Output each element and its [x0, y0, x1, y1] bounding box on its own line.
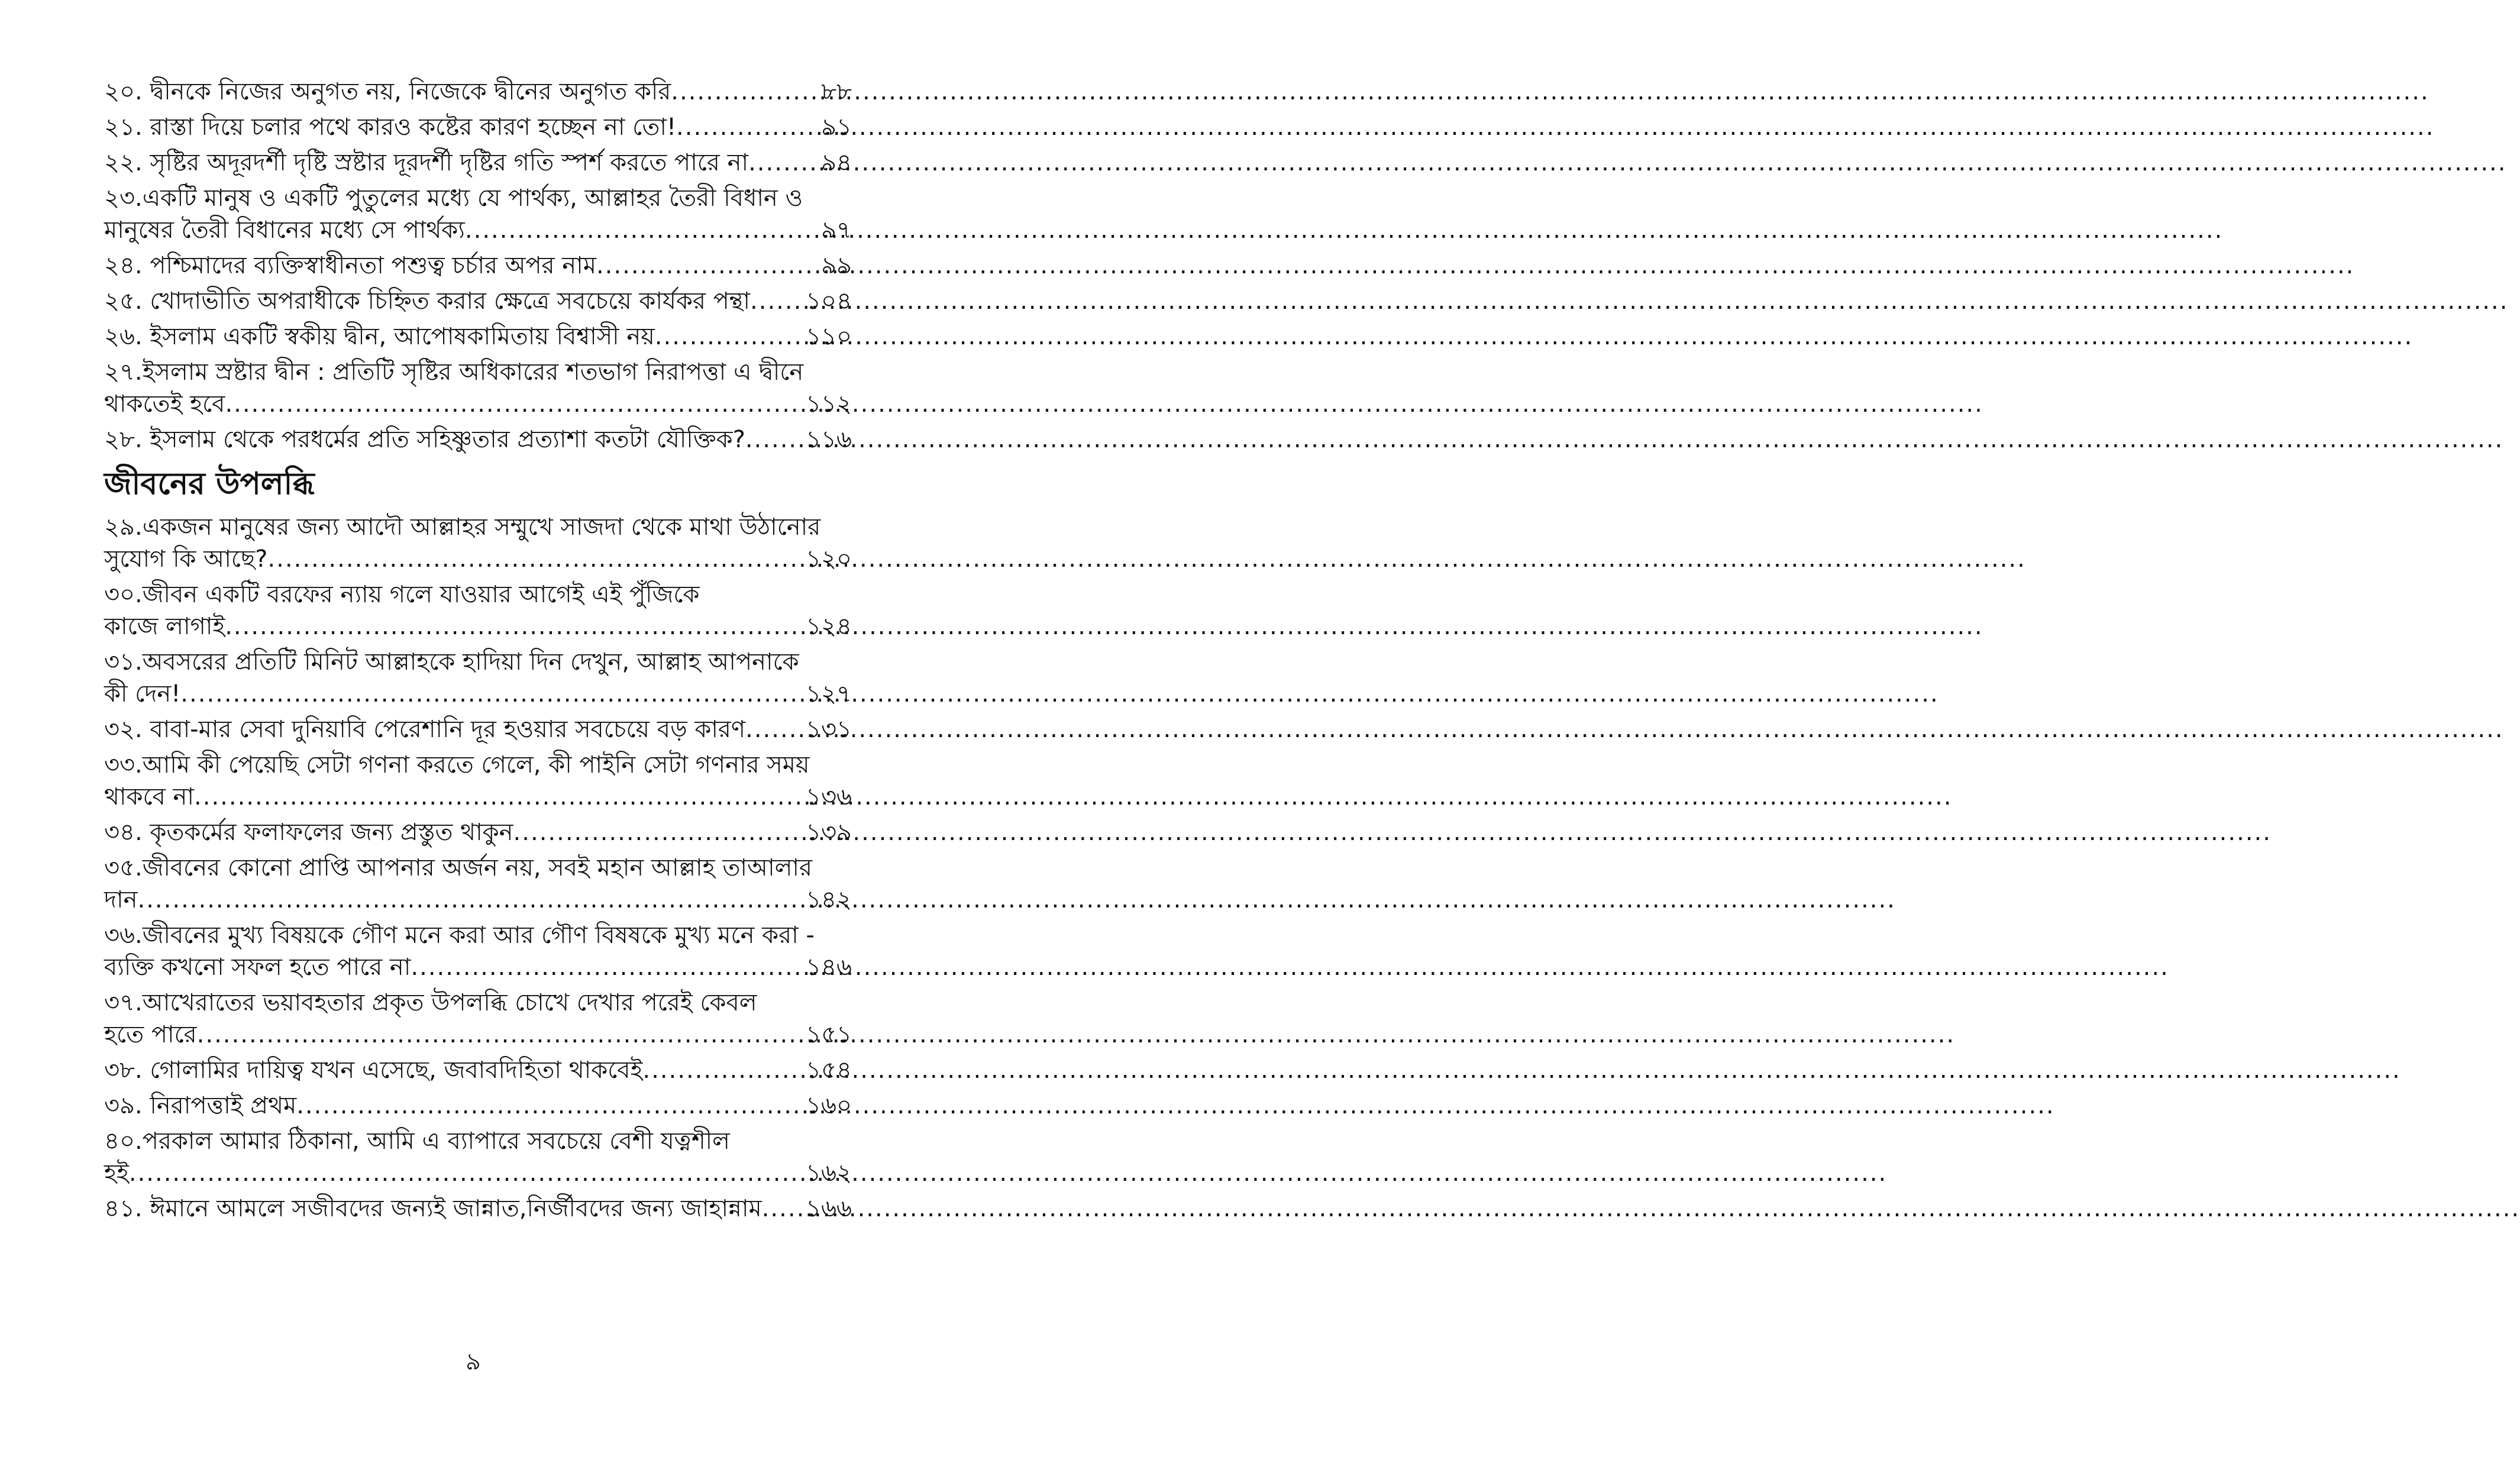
dot-leader	[745, 713, 805, 745]
toc-entry-title: পশ্চিমাদের ব্যক্তিস্বাধীনতা পশুত্ব চর্চার অপর নাম	[150, 252, 596, 279]
toc-entry	[104, 852, 852, 916]
toc-entry-title: সৃষ্টির অদূরদর্শী দৃষ্টি স্রষ্টার দূরদর্শী দৃষ্টির গতি স্পর্শ করতে পারে না	[150, 149, 749, 176]
toc-entry	[104, 713, 852, 745]
toc-entry-text	[104, 1090, 296, 1122]
toc-entry-page: ১৪৬	[806, 954, 852, 981]
toc-entry-text	[104, 76, 671, 108]
toc-entry-line	[104, 285, 852, 317]
toc-entry-number: ২০.	[104, 78, 143, 105]
toc-entry-title: একটি মানুষ ও একটি পুতুলের মধ্যে যে পার্থক্য, আল্লাহর তৈরী বিধান ও	[142, 185, 803, 212]
toc-entry-title-continued: হই	[104, 1160, 129, 1187]
toc-entry-first-line	[104, 749, 852, 781]
toc-entry-page: ৯৪	[821, 149, 852, 176]
dot-leader	[596, 250, 820, 282]
toc-entry-line	[104, 1054, 852, 1086]
dot-leader	[225, 388, 805, 420]
toc-entry-number: ২৪.	[104, 252, 143, 279]
toc-entry-page: ৮৮	[821, 78, 852, 105]
toc-entry-second-line	[104, 1019, 852, 1051]
toc-entry-page: ১৩১	[806, 716, 852, 743]
toc-entry-text	[104, 424, 745, 456]
toc-entry-title: জীবনের মুখ্য বিষয়কে গৌণ মনে করা আর গৌণ বিষষকে মুখ্য মনে করা -	[142, 922, 815, 949]
toc-entry-number: ৩৭.	[104, 989, 143, 1016]
toc-entry-number: ৪০.	[104, 1128, 143, 1155]
toc-entry-line	[104, 424, 852, 456]
toc-entry-text	[104, 250, 596, 282]
toc-entry-title: আখেরাতের ভয়াবহতার প্রকৃত উপলব্ধি চোখে দেখার পরেই কেবল	[142, 989, 757, 1016]
table-of-contents	[104, 76, 852, 1228]
toc-entry-line	[104, 111, 852, 143]
toc-entry-title-continued: কাজে লাগাই	[104, 613, 225, 640]
toc-entry-first-line	[104, 579, 852, 611]
toc-entry-page: ১৫৪	[806, 1057, 852, 1084]
toc-list-part2	[104, 511, 852, 1225]
toc-entry-title: কৃতকর্মের ফলাফলের জন্য প্রস্তুত থাকুন	[150, 819, 513, 846]
dot-leader	[642, 1054, 805, 1086]
toc-entry-page: ৯৭	[821, 217, 852, 244]
toc-entry-text	[104, 321, 655, 353]
toc-entry-first-line	[104, 356, 852, 388]
toc-entry-text	[104, 147, 748, 179]
toc-entry-title: অবসরের প্রতিটি মিনিট আল্লাহকে হাদিয়া দিন দেখুন, আল্লাহ আপনাকে	[142, 648, 799, 676]
toc-entry-title: রাস্তা দিয়ে চলার পথে কারও কষ্টের কারণ হচ্ছেন না তো!	[150, 114, 677, 141]
toc-entry-second-line	[104, 781, 852, 813]
toc-entry-page: ১৬২	[806, 1160, 852, 1187]
toc-entry	[104, 511, 852, 575]
toc-entry	[104, 111, 852, 143]
toc-entry-text	[104, 713, 745, 745]
toc-entry-title: পরকাল আমার ঠিকানা, আমি এ ব্যাপারে সবচেয়ে বেশী যত্নশীল	[142, 1128, 730, 1155]
toc-entry-line	[104, 1193, 852, 1225]
toc-entry-number: ২৯.	[104, 513, 143, 541]
toc-entry-title: ঈমানে আমলে সজীবদের জন্যই জান্নাত,নির্জীবদের জন্য জাহান্নাম	[150, 1195, 762, 1222]
toc-entry-line	[104, 713, 852, 745]
toc-entry-title-continued: মানুষের তৈরী বিধানের মধ্যে সে পার্থক্য	[104, 217, 465, 244]
toc-entry-title: জীবনের কোনো প্রাপ্তি আপনার অর্জন নয়, সবই মহান আল্লাহ তাআলার	[142, 854, 813, 881]
toc-entry-title-continued: থাকবে না	[104, 783, 195, 810]
toc-entry-text	[104, 1054, 642, 1086]
toc-entry-title-continued: দান	[104, 886, 138, 913]
toc-entry-title: নিরাপত্তাই প্রথম	[150, 1092, 297, 1119]
toc-entry	[104, 579, 852, 642]
toc-entry-number: ২১.	[104, 114, 143, 141]
toc-entry-title: ইসলাম থেকে পরধর্মের প্রতি সহিষ্ণুতার প্রত্যাশা কতটা যৌক্তিক?	[150, 426, 745, 453]
toc-entry	[104, 749, 852, 813]
toc-entry-line	[104, 1090, 852, 1122]
toc-entry-second-line	[104, 611, 852, 642]
toc-entry	[104, 147, 852, 179]
toc-entry	[104, 250, 852, 282]
toc-entry-title: গোলামির দায়িত্ব যখন এসেছে, জবাবদিহিতা থাকবেই	[150, 1057, 643, 1084]
toc-entry-page: ১১০	[806, 323, 852, 350]
toc-entry-title-continued: সুযোগ কি আছে?	[104, 545, 268, 573]
toc-entry-number: ২২.	[104, 149, 143, 176]
toc-entry-number: ২৮.	[104, 426, 143, 453]
toc-entry-number: ৩৮.	[104, 1057, 143, 1084]
toc-entry-page: ১০৪	[806, 288, 852, 315]
dot-leader	[267, 543, 805, 575]
toc-entry-number: ২৩.	[104, 185, 143, 212]
toc-entry-number: ২৫.	[104, 288, 143, 315]
dot-leader	[748, 147, 820, 179]
toc-entry-first-line	[104, 511, 852, 543]
toc-entry-first-line	[104, 1125, 852, 1157]
toc-entry-second-line	[104, 543, 852, 575]
dot-leader	[225, 611, 805, 642]
toc-entry-page: ১১২	[806, 390, 852, 418]
toc-entry-page: ৯৯	[821, 252, 852, 279]
dot-leader	[745, 424, 805, 456]
toc-entry	[104, 1054, 852, 1086]
dot-leader	[180, 678, 805, 710]
toc-entry-page: ৯১	[821, 114, 852, 141]
toc-entry	[104, 1090, 852, 1122]
toc-entry-number: ৩০.	[104, 581, 143, 608]
toc-entry-page: ১৩৯	[806, 819, 852, 846]
toc-entry-page: ১২০	[806, 545, 852, 573]
toc-entry-number: ৪১.	[104, 1195, 143, 1222]
dot-leader	[655, 321, 805, 353]
toc-entry	[104, 424, 852, 456]
page-number: ৯	[466, 1348, 481, 1375]
toc-entry-second-line	[104, 884, 852, 916]
toc-entry	[104, 987, 852, 1051]
toc-entry-title: দ্বীনকে নিজের অনুগত নয়, নিজেকে দ্বীনের অনুগত করি	[150, 78, 671, 105]
toc-entry-line	[104, 250, 852, 282]
toc-entry-number: ২৭.	[104, 359, 143, 386]
toc-entry-page: ১৪২	[806, 886, 852, 913]
toc-entry-line	[104, 816, 852, 848]
toc-entry	[104, 919, 852, 983]
dot-leader	[129, 1157, 805, 1189]
toc-entry-title: একজন মানুষের জন্য আদৌ আল্লাহর সম্মুখে সাজদা থেকে মাথা উঠানোর	[142, 513, 821, 541]
toc-entry-second-line	[104, 951, 852, 983]
toc-entry-page: ১৫১	[806, 1021, 852, 1048]
dot-leader	[411, 951, 805, 983]
toc-entry-title: জীবন একটি বরফের ন্যায় গলে যাওয়ার আগেই এই পুঁজিকে	[142, 581, 700, 608]
toc-entry-title: ইসলাম স্রষ্টার দ্বীন : প্রতিটি সৃষ্টির অধিকারের শতভাগ নিরাপত্তা এ দ্বীনে	[142, 359, 804, 386]
toc-entry-page: ১৬৬	[806, 1195, 852, 1222]
dot-leader	[513, 816, 805, 848]
toc-entry	[104, 285, 852, 317]
toc-entry-title: বাবা-মার সেবা দুনিয়াবি পেরেশানি দূর হওয়ার সবচেয়ে বড় কারণ	[150, 716, 746, 743]
dot-leader	[676, 111, 820, 143]
toc-entry	[104, 646, 852, 710]
toc-entry-title: আমি কী পেয়েছি সেটা গণনা করতে গেলে, কী পাইনি সেটা গণনার সময়	[142, 751, 810, 779]
dot-leader	[750, 285, 805, 317]
toc-entry-number: ২৬.	[104, 323, 143, 350]
toc-entry-line	[104, 321, 852, 353]
toc-entry-number: ৩৫.	[104, 854, 143, 881]
toc-entry	[104, 321, 852, 353]
toc-entry	[104, 1125, 852, 1189]
toc-entry-first-line	[104, 646, 852, 678]
toc-entry-line	[104, 147, 852, 179]
toc-entry-second-line	[104, 678, 852, 710]
dot-leader	[194, 781, 805, 813]
toc-entry-page: ১২৪	[806, 613, 852, 640]
toc-entry-second-line	[104, 214, 852, 246]
toc-entry	[104, 816, 852, 848]
toc-entry-number: ৩৩.	[104, 751, 143, 779]
toc-entry-first-line	[104, 182, 852, 214]
toc-entry-number: ৩২.	[104, 716, 143, 743]
toc-entry-page: ১১৬	[806, 426, 852, 453]
toc-entry-title: খোদাভীতি অপরাধীকে চিহ্নিত করার ক্ষেত্রে সবচেয়ে কার্যকর পন্থা	[150, 288, 751, 315]
toc-entry	[104, 356, 852, 420]
toc-entry-text	[104, 1193, 762, 1225]
toc-entry-title: ইসলাম একটি স্বকীয় দ্বীন, আপোষকামিতায় বিশ্বাসী নয়	[150, 323, 655, 350]
dot-leader	[671, 76, 820, 108]
toc-entry-number: ৩৬.	[104, 922, 143, 949]
dot-leader	[762, 1193, 805, 1225]
toc-entry-text	[104, 285, 750, 317]
toc-entry-first-line	[104, 987, 852, 1019]
toc-entry-number: ৩১.	[104, 648, 143, 676]
toc-entry-text	[104, 111, 676, 143]
toc-entry-first-line	[104, 919, 852, 951]
toc-entry-page: ১২৭	[806, 680, 852, 708]
toc-entry-page: ১৩৬	[806, 783, 852, 810]
dot-leader	[465, 214, 820, 246]
dot-leader	[138, 884, 805, 916]
toc-entry	[104, 182, 852, 246]
toc-entry-title-continued: কী দেন!	[104, 680, 181, 708]
toc-list-part1	[104, 76, 852, 456]
toc-entry-first-line	[104, 852, 852, 884]
toc-entry-number: ৩৪.	[104, 819, 143, 846]
dot-leader	[197, 1019, 805, 1051]
toc-entry-title-continued: থাকতেই হবে	[104, 390, 225, 418]
toc-entry	[104, 76, 852, 108]
toc-entry-title-continued: ব্যক্তি কখনো সফল হতে পারে না	[104, 954, 411, 981]
toc-entry-second-line	[104, 388, 852, 420]
toc-entry	[104, 1193, 852, 1225]
toc-entry-second-line	[104, 1157, 852, 1189]
toc-entry-page: ১৬০	[806, 1092, 852, 1119]
toc-entry-number: ৩৯.	[104, 1092, 143, 1119]
toc-entry-title-continued: হতে পারে	[104, 1021, 197, 1048]
toc-entry-text	[104, 816, 513, 848]
dot-leader	[296, 1090, 805, 1122]
toc-entry-line	[104, 76, 852, 108]
section-heading: জীবনের উপলব্ধি	[104, 466, 315, 502]
